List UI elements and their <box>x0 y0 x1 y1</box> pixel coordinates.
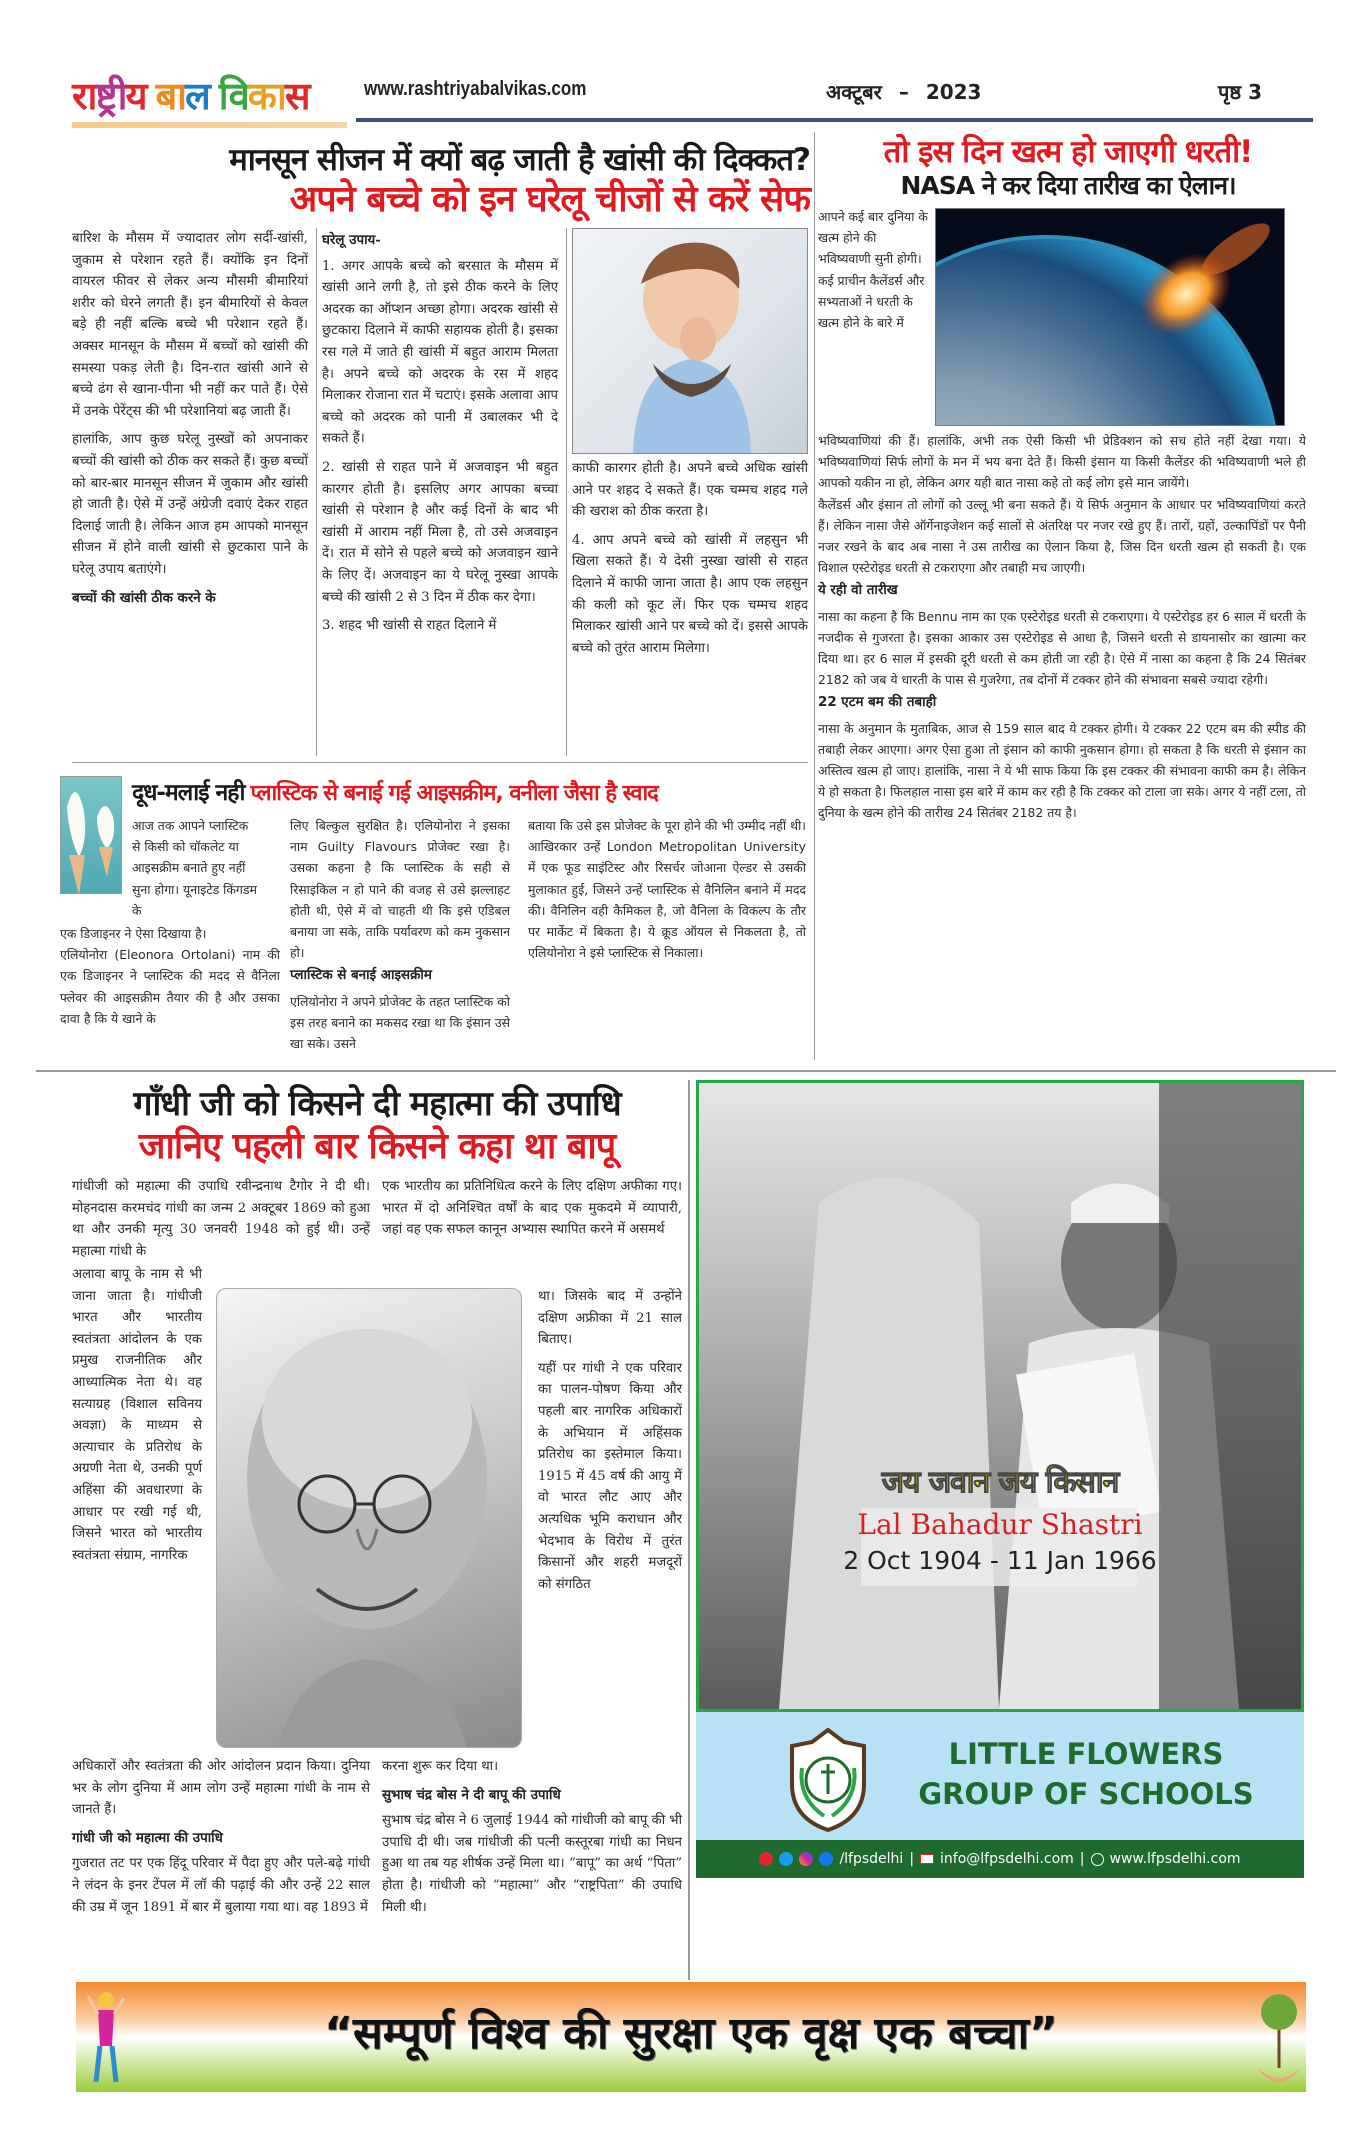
separator: | <box>1079 1851 1085 1867</box>
masthead-rule <box>356 118 1313 122</box>
school-banner <box>696 1712 1304 1840</box>
date-dash: – <box>898 80 909 104</box>
icecream-photo <box>60 776 122 894</box>
school-website[interactable]: www.lfpsdelhi.com <box>1109 1851 1241 1867</box>
gandhi-portrait <box>216 1288 522 1748</box>
nasa-headline-1: तो इस दिन खत्म हो जाएगी धरती! <box>883 134 1253 170</box>
logo-letter: वि <box>218 74 248 118</box>
logo-letter: ष्ट्री <box>95 74 126 118</box>
cough-remedy: 4. आप अपने बच्चे को खांसी में लहसुन भी खिला सकते हैं। ये देसी नुस्खा खांसी से राहत दिलाने में काफी जाना जाता है। आप एक लहसुन की कली को कूट लें। फिर एक चम्मच शहद मिलाकर खांसी आने पर बच्चे को दें। इससे आपके बच्चे को तुरंत आराम मिलेगा। <box>572 532 808 656</box>
school-crest-icon <box>788 1728 868 1832</box>
cough-remedy: काफी कारगर होती है। अपने बच्चे अधिक खांसी आने पर शहद दे सकते हैं। एक चम्मच शहद गले की खराश को ठीक करता है। <box>572 461 808 520</box>
logo-letter: य <box>125 74 146 118</box>
gandhi-paragraph: था। जिसके बाद में उन्होंने दक्षिण अफ्रीका में 21 साल बिताए। <box>538 1289 682 1348</box>
icecream-column-2 <box>290 815 510 1054</box>
section-divider-vertical <box>814 132 815 1060</box>
twitter-icon[interactable] <box>779 1852 793 1866</box>
nasa-paragraph: नासा के अनुमान के मुताबिक, आज से 159 साल बाद ये टक्कर होगी। ये टक्कर 22 एटम बम की स्पीड की तबाही लेकर आएगा। अगर ऐसा हुआ तो इंसान को काफी नुकसान होगा। हो सकता है कि धरती से इंसान का अस्तित्व खत्म हो जाए। हालांकि, नासा ने ये भी साफ किया कि इस टक्कर की संभावना काफी कम है। लेकिन ये हो सकता है। फिलहाल नासा इस बारे में काम कर रही है कि टक्कर को टाला जा सके। अगर ये नहीं टला, तो दुनिया के खत्म होने की तारीख 24 सितंबर 2182 तय है। <box>818 720 1306 821</box>
school-email[interactable]: info@lfpsdelhi.com <box>940 1851 1074 1867</box>
icecream-intro-narrow: आज तक आपने प्लास्टिक से किसी को चॉकलेट या आइसक्रीम बनाते हुए नहीं सुना होगा। यूनाइटेड किंगडम के <box>132 818 257 918</box>
gandhi-headline-1: गाँधी जी को किसने दी महात्मा की उपाधि <box>133 1084 621 1124</box>
gandhi-paragraph: करना शुरू कर दिया था। <box>382 1759 499 1774</box>
logo-underline <box>72 122 347 128</box>
icecream-headline-black: दूध-मलाई नही <box>132 780 245 806</box>
youtube-icon[interactable] <box>759 1852 773 1866</box>
cough-paragraph: हालांकि, आप कुछ घरेलू नुस्खों को अपनाकर बच्चों की खांसी को ठीक कर सकते हैं। कुछ बच्चों को बार-बार मानसून सीजन में जुकाम और खांसी हो जाती है। ऐसे में उन्हें अंग्रेजी दवाएं देकर राहत दिलाई जाती है। लेकिन आज हम आपको मानसून सीजन में होने वाली खांसी से छुटकारा पाने के घरेलू उपाय बताएंगे। <box>72 432 308 577</box>
social-handle[interactable]: /lfpsdelhi <box>839 1851 904 1867</box>
shastri-photo <box>696 1080 1304 1712</box>
gandhi-col2-top: एक भारतीय का प्रतिनिधित्व करने के लिए दक्षिण अफीका गए। भारत में दो अनिश्चित वर्षों के बाद एक मुकदमे में व्यापारी, जहां वह एक सफल कानून अभ्यास स्थापित करने में असमर्थ <box>382 1179 682 1238</box>
date-month: अक्टूबर <box>826 80 882 104</box>
newspaper-logo <box>72 72 309 120</box>
gandhi-paragraph: गुजरात तट पर एक हिंदू परिवार में पैदा हुए और पले-बढ़े गांधी ने लंदन के इनर टेंपल में लॉ की पढ़ाई की और उन्हें 22 साल की उम्र में जून 1891 में बार में बुलाया गया था। वह 1893 में <box>72 1856 370 1915</box>
globe-icon <box>1091 1853 1104 1866</box>
nasa-paragraph: कैलेंडर्स और इंसान तो लोगों को उल्लू भी बना सकते हैं। ये सिर्फ अनुमान के आधार पर भविष्यवाणियां करते हैं। लेकिन नासा जैसे ऑर्गेनाइजेशन कई सालों से अंतरिक्ष पर नजर रखे हुए हैं। तारों, ग्रहों, उल्कापिंडों पर पैनी नजर रखने के बाद अब नासा ने उस तारीख का ऐलान किया है, जिस दिन धरती खत्म हो सकती है। एक विशाल एस्टेरोइड धरती से टकराएगा और तबाही मच जाएगी। <box>818 496 1306 576</box>
cough-subhead-1: बच्चों की खांसी ठीक करने के <box>72 589 216 606</box>
asteroid-earth-photo <box>935 208 1285 426</box>
section-divider-vertical <box>688 1080 690 1980</box>
gandhi-paragraph: सुभाष चंद्र बोस ने 6 जुलाई 1944 को गांधीजी को बापू की भी उपाधि दी थी। जब गांधीजी की पत्नी कस्तूरबा गांधी का निधन हुआ था तब यह शीर्षक उन्हें मिला था। “बापू” का अर्थ “पिता” होता है। गांधीजी को “महात्मा” और “राष्ट्रपिता” की उपाधि मिली थी। <box>382 1813 682 1915</box>
gandhi-col2-narrow <box>538 1286 682 1602</box>
cough-column-1 <box>72 228 308 613</box>
tree-in-hands-icon <box>1254 1988 1304 2088</box>
icecream-column-1 <box>60 923 280 1029</box>
school-contact-bar <box>696 1840 1304 1878</box>
cough-headline-1: मानसून सीजन में क्यों बढ़ जाती है खांसी की दिक्कत? <box>229 142 810 178</box>
cough-remedy: 2. खांसी से राहत पाने में अजवाइन भी बहुत कारगर होती है। इसलिए अगर आपका बच्चा खांसी से परेशान है और कई दिनों के बाद भी खांसी में आराम नहीं मिला है, तो उसे अजवाइन दें। रात में सोने से पहले बच्चे को अजवाइन खाने के लिए दें। अजवाइन का ये घरेलू नुस्खा आपके बच्चे की खांसी 2 से 3 दिन में ठीक कर देगा। <box>322 459 558 605</box>
page-number: पृष्ठ 3 <box>1218 80 1263 104</box>
date-year: 2023 <box>925 80 982 104</box>
cough-column-3 <box>572 458 808 666</box>
masthead-website[interactable]: www.rashtriyabalvikas.com <box>364 78 587 100</box>
icecream-headline <box>132 776 808 811</box>
gandhi-headline-2: जानिए पहली बार किसने कहा था बापू <box>138 1126 616 1167</box>
mail-icon <box>920 1854 934 1864</box>
shastri-slogan: जय जवान जय किसान <box>881 1465 1119 1500</box>
logo-letter <box>209 72 219 120</box>
masthead-date <box>826 78 981 105</box>
nasa-paragraph: भविष्यवाणियां की हैं। हालांकि, अभी तक ऐसी किसी भी प्रेडिक्शन को सच होते नहीं देखा गया। ये भविष्यवाणियां सिर्फ लोगों के मन में भय बना देते हैं। किसी इंसान या किसी कैलेंडर की भविष्यवाणी भले ही आपको यकीन ना हो, लेकिन अगर यही बात नासा कहे तो कई लोग इसे मान जायेंगे। <box>818 433 1306 491</box>
cough-paragraph: बारिश के मौसम में ज्यादातर लोग सर्दी-खांसी, जुकाम से परेशान रहते हैं। क्योंकि इन दिनों वायरल फीवर से लेकर अन्य मौसमी बीमारियां शरीर को घेरने लगती हैं। इन बीमारियों से केवल बड़े ही नहीं बल्कि बच्चे भी परेशान रहते हैं। अक्सर मानसून के मौसम में बच्चों को खांसी की समस्या पकड़ लेती है। दिन-रात खांसी आने से बच्चे ढंग से खाना-पीना भी नहीं कर पाते हैं। ऐसे में उनके पेरेंट्स की भी परेशानियां बढ़ जाती हैं। <box>72 231 308 419</box>
logo-letter: ल <box>185 74 209 118</box>
footer-quote: “सम्पूर्ण विश्व की सुरक्षा एक वृक्ष एक बच्चा” <box>324 2008 1058 2059</box>
logo-letter: स <box>284 74 309 118</box>
nasa-headline-2: NASA ने कर दिया तारीख का ऐलान। <box>900 171 1236 200</box>
column-divider <box>316 228 317 756</box>
shastri-name: Lal Bahadur Shastri <box>857 1508 1143 1541</box>
gandhi-paragraph: अधिकारों और स्वतंत्रता की ओर आंदोलन प्रदान किया। दुनिया भर के लोग दुनिया में आम लोग उन्हें महात्मा गांधी के नाम से जानते हैं। <box>72 1759 370 1818</box>
shastri-dates: 2 Oct 1904 - 11 Jan 1966 <box>843 1546 1157 1575</box>
gandhi-subhead-bapu: सुभाष चंद्र बोस ने दी बापू की उपाधि <box>382 1786 561 1803</box>
nasa-body <box>818 430 1306 824</box>
gandhi-col1-top: गांधीजी को महात्मा की उपाधि रवीन्द्रनाथ टैगोर ने दी थी। मोहनदास करमचंद गांधी का जन्म 2 अक्टूबर 1869 को हुआ था और उनकी मृत्यु 30 जनवरी 1948 को हुई थी। उन्हें महात्मा गांधी के <box>72 1179 370 1259</box>
logo-letter <box>145 72 155 120</box>
separator: | <box>909 1851 915 1867</box>
icecream-subhead: प्लास्टिक से बनाई आइसक्रीम <box>290 968 432 984</box>
school-name-line2: GROUP OF SCHOOLS <box>918 1777 1254 1811</box>
cough-subhead-2: घरेलू उपाय- <box>322 232 381 248</box>
coughing-child-photo <box>572 228 808 454</box>
facebook-icon[interactable] <box>819 1852 833 1866</box>
icecream-column-3: बताया कि उसे इस प्रोजेक्ट के पूरा होने की भी उम्मीद नहीं थी। आखिरकार उन्हें London Metropolitan University में एक फूड साइंटिस्ट और रिसर्चर जोआना ऐल्डर से उसकी मुलाकात हुई, जिसने उन्हें प्लास्टिक से वैनिलिन बनाने में मदद की। वैनिलिन वही कैमिकल है, जो वैनिला के विकल्प के तौर पर मार्केट में बिकता है। ये क्रूड ऑयल से निकलता है, तो एलियोनोरा ने इसे प्लास्टिक से निकाला। <box>528 818 806 961</box>
logo-letter: बा <box>155 74 186 118</box>
gandhi-col1-bottom <box>72 1756 370 1925</box>
logo-letter: का <box>247 74 285 118</box>
icecream-paragraph: लिए बिल्कुल सुरक्षित है। एलियोनोरा ने इसका नाम Guilty Flavours प्रोजेक्ट रखा है। उसका कहना है कि प्लास्टिक के सही से रिसाइकिल न हो पाने की वजह से उसे झल्लाहट होती थी, ऐसे में वो चाहती थी कि इसे एडिबल बनाया जा सके, ताकि पर्यावरण को कम नुकसान हो। <box>290 818 510 961</box>
gandhi-subhead-mahatma: गांधी जी को महात्मा की उपाधि <box>72 1829 223 1846</box>
nasa-subhead-bomb: 22 एटम बम की तबाही <box>818 695 937 711</box>
shastri-advertisement[interactable] <box>696 1080 1304 1980</box>
gandhi-col2-bottom <box>382 1756 682 1925</box>
section-divider <box>36 1070 1336 1072</box>
instagram-icon[interactable] <box>799 1852 813 1866</box>
icecream-headline-red: प्लास्टिक से बनाई गई आइसक्रीम, वनीला जैसा है स्वाद <box>250 781 658 806</box>
cough-headline-2: अपने बच्चे को इन घरेलू चीजों से करें सेफ <box>289 179 810 220</box>
logo-letter: रा <box>72 74 96 118</box>
nasa-subhead-date: ये रही वो तारीख <box>818 583 898 599</box>
cough-remedy: 3. शहद भी खांसी से राहत दिलाने में <box>322 618 497 634</box>
icecream-paragraph: एलियोनोरा ने अपने प्रोजेक्ट के तहत प्लास्टिक को इस तरह बनाने का मकसद रखा था कि इंसान उसे खा सके। उसने <box>290 993 510 1052</box>
icecream-paragraph: एलियोनोरा (Eleonora Ortolani) नाम की एक डिजाइनर ने प्लास्टिक की मदद से वैनिला फ्लेवर की आइसक्रीम तैयार की है और उसका दावा है कि ये खाने के <box>60 947 280 1026</box>
school-name-line1: LITTLE FLOWERS <box>948 1737 1224 1771</box>
nasa-paragraph: नासा का कहना है कि Bennu नाम का एक एस्टेरोइड धरती से टकराएगा। ये एस्टेरोइड हर 6 साल में धरती के नजदीक से गुजरता है। इसका आकार उस एस्टेरोइड से आधा है, जिसने धरती से डायनासोर का खात्मा कर दिया था। हर 6 साल में इसकी दूरी धरती से कम होती जा रही है। ऐसे में नासा का कहना है कि 24 सितंबर 2182 को जब ये धारती के पास से गुजरेगा, तब दोनों में टक्कर होने की संभावना सबसे ज्यादा रहेगी। <box>818 608 1306 688</box>
nasa-intro: आपने कई बार दुनिया के खत्म होने की भविष्यवाणी सुनी होगी। कई प्राचीन कैलेंडर्स और सभ्यताओं ने धरती के खत्म होने के बारे में <box>818 209 928 331</box>
gandhi-paragraph: यहीं पर गांधी ने एक परिवार का पालन-पोषण किया और पहली बार नागरिक अधिकारों के अभियान में अहिंसक प्रतिरोध का इस्तेमाल किया। 1915 में 45 वर्ष की आयु में वो भारत लौट आए और अत्यधिक भूमि कराधान और भेदभाव के विरोध में तुरंत किसानों और शहरी मजदूरों को संगठित <box>538 1360 682 1592</box>
footer-banner <box>76 1982 1306 2092</box>
column-divider <box>566 228 567 756</box>
icecream-paragraph: एक डिजाइनर ने ऐसा दिखाया है। <box>60 926 207 941</box>
gandhi-col1-narrow: अलावा बापू के नाम से भी जाना जाता है। गांधीजी भारत और भारतीय स्वतंत्रता आंदोलन के एक प्रमुख राजनीतिक और आध्यात्मिक नेता थे। वह सत्याग्रह (विशाल सविनय अवज्ञा) के माध्यम से अत्याचार के प्रतिरोध के अग्रणी नेता थे, उनकी पूर्ण अहिंसा की अवधारणा के आधार पर रखी गई थी, जिसने भारत को भारतीय स्वतंत्रता संग्राम, नागरिक <box>72 1267 202 1563</box>
cough-remedy: 1. अगर आपके बच्चे को बरसात के मौसम में खांसी आने लगी है, तो इसे ठीक करने के लिए अदरक का ऑप्शन अच्छा होगा। अदरक खांसी से छुटकारा दिलाने में काफी सहायक होती है। इसका रस गले में जाते ही खांसी में बहुत आराम मिलता है। अपने बच्चे को अदरक के रस में शहद मिलाकर रोजाना रात में चटाएं। इसके अलावा आप बच्चे को अदरक को पानी में उबालकर भी दे सकते हैं। <box>322 258 558 447</box>
cough-column-2 <box>322 228 558 644</box>
section-divider <box>72 762 808 763</box>
